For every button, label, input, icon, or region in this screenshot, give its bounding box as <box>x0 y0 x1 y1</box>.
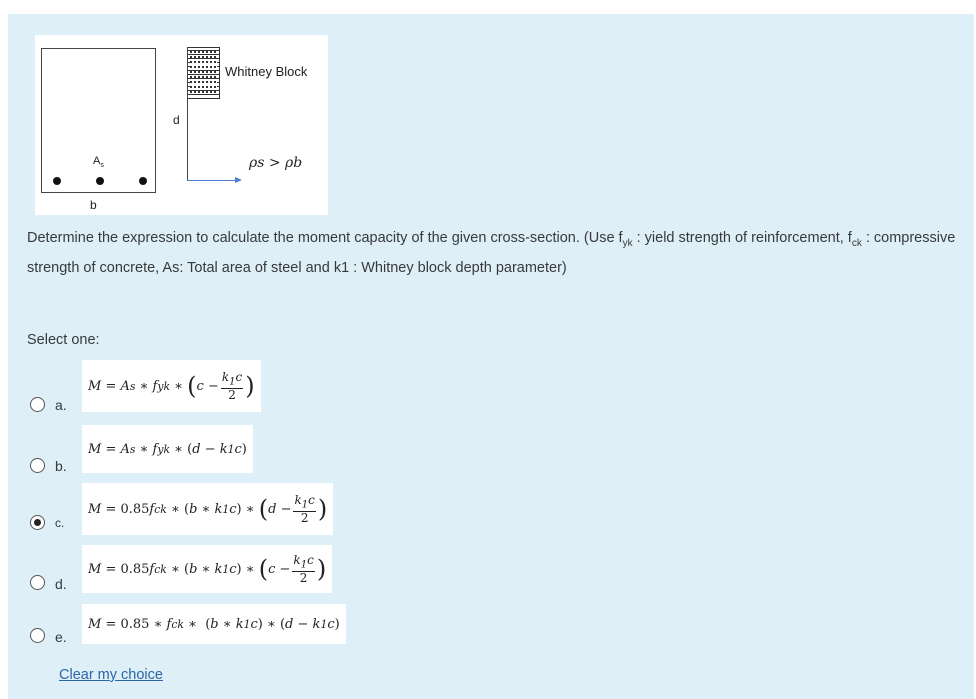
reinforcement-ratio-label: ρs > ρb <box>249 155 303 171</box>
option-letter: b. <box>55 458 67 474</box>
option-letter: d. <box>55 576 67 592</box>
formula-image: M = 0.85 ∗ f ck ∗ ( b ∗ k 1 c ) ∗ ( d − k 1 c ) <box>82 604 346 644</box>
rebar-middle <box>96 177 104 185</box>
clear-choice-link[interactable]: Clear my choice <box>59 667 163 683</box>
cross-section-figure <box>35 35 328 215</box>
rebar-left <box>53 177 61 185</box>
area-steel-label: $A_s$ <box>93 155 104 170</box>
depth-line <box>187 47 188 181</box>
select-one-label: Select one: <box>27 332 100 348</box>
radio-e[interactable] <box>30 628 45 643</box>
option-letter: e. <box>55 629 67 645</box>
radio-a[interactable] <box>30 397 45 412</box>
whitney-block <box>187 47 220 99</box>
radio-d[interactable] <box>30 575 45 590</box>
whitney-block-label: Whitney Block <box>225 64 308 79</box>
formula-image: M = A s ∗ f yk ∗ ( d − k 1 c ) <box>82 425 253 473</box>
option-letter: a. <box>55 397 67 413</box>
formula-image: M = A s ∗ f yk ∗ ( c − $\frac{k_1c}{2}$ ) <box>82 360 261 412</box>
width-label: b <box>90 198 97 212</box>
rebar-right <box>139 177 147 185</box>
formula-image: M = 0.85 f ck ∗ ( b ∗ k 1 c ) ∗ ( d − $\frac{k_1c}{2}$ ) <box>82 483 333 535</box>
depth-label: d <box>173 113 180 127</box>
beam-section <box>41 48 156 193</box>
strain-arrow <box>187 180 237 181</box>
radio-c[interactable] <box>30 515 45 530</box>
radio-b[interactable] <box>30 458 45 473</box>
option-letter: c. <box>55 516 65 530</box>
formula-image: M = 0.85 f ck ∗ ( b ∗ k 1 c ) ∗ ( c − $\frac{k_1c}{2}$ ) <box>82 545 332 593</box>
arrow-head-icon <box>235 177 242 183</box>
question-text: Determine the expression to calculate the moment capacity of the given cross-section. (Use $f_{yk}$ : yield strength of reinforcement, $f_{ck}$ : compressive strength of concrete, As: Total area of steel and k1 : Whitney block depth parameter) <box>27 230 956 276</box>
